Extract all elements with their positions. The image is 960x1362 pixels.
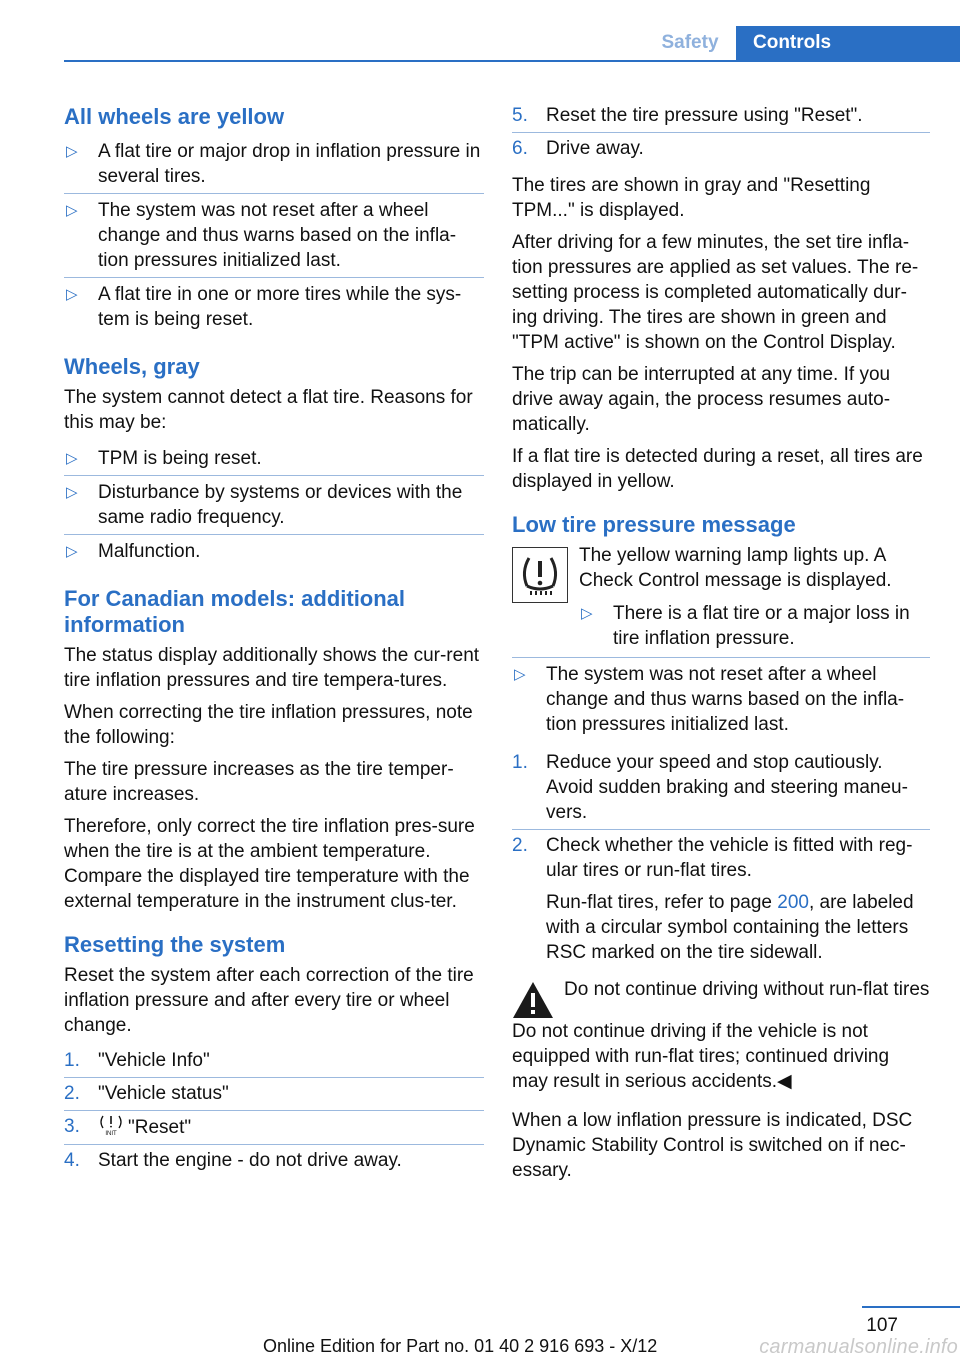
step-item — [512, 133, 930, 165]
paragraph: If a flat tire is detected during a reset, all tires are displayed in yellow. — [512, 446, 923, 492]
svg-text:INIT: INIT — [105, 1131, 117, 1136]
step-text: "Vehicle Info" — [98, 1050, 210, 1071]
step-number: 1. — [512, 752, 528, 773]
heading-all-wheels-yellow: All wheels are yellow — [64, 104, 285, 129]
list-item-text: A flat tire or major drop in inflation pressure in several tires. — [98, 141, 481, 187]
step-item — [512, 830, 930, 969]
tire-warning-lamp-icon — [512, 547, 568, 603]
low-pressure-steps — [512, 747, 930, 969]
reset-steps-continued — [512, 100, 930, 165]
reset-intro: Reset the system after each correction of the tire inflation pressure and after every tire or wheel change. — [64, 965, 474, 1036]
warning-text: Do not continue driving if the vehicle is not equipped with run-flat tires; continued driving may result in serious accidents.◀ — [512, 1021, 890, 1092]
step-item — [512, 100, 930, 133]
step-text-wrapper — [98, 1114, 484, 1140]
list-item — [64, 442, 484, 476]
list-item-text: The system was not reset after a wheel change and thus warns based on the infla‐tion pressures initialized last. — [98, 200, 457, 271]
heading-canadian-models: For Canadian models: additional information — [64, 586, 406, 637]
step-number: 4. — [64, 1150, 80, 1171]
tire-pressure-icon — [517, 552, 563, 598]
step-item — [64, 1145, 484, 1177]
footer-rule — [862, 1306, 960, 1308]
step-text: Reduce your speed and stop cautiously. Avoid sudden braking and steering maneu‐vers. — [546, 752, 908, 823]
lamp-text: The yellow warning lamp lights up. A Check Control message is displayed. — [579, 545, 892, 591]
list-item — [64, 476, 484, 535]
list-item — [64, 535, 484, 568]
step-text-wrapper — [546, 833, 930, 965]
step-item — [64, 1045, 484, 1078]
triangle-bullet-icon: ▷ — [514, 666, 526, 683]
paragraph: When correcting the tire inflation pressures, note the following: — [64, 702, 473, 748]
list-item-text: The system was not reset after a wheel change and thus warns based on the infla‐tion pressures initialized last. — [546, 664, 905, 735]
warning-title: Do not continue driving without run-flat tires — [564, 979, 930, 1000]
runflat-post: , are labeled with a circular symbol containing the letters RSC marked on the tire sidewall. — [546, 892, 914, 963]
triangle-bullet-icon: ▷ — [66, 484, 78, 501]
list-item-text: There is a flat tire or a major loss in tire inflation pressure. — [613, 603, 910, 649]
step-number: 2. — [64, 1083, 80, 1104]
step-item — [64, 1111, 484, 1145]
step-text: Start the engine - do not drive away. — [98, 1150, 402, 1171]
list-item-text: Malfunction. — [98, 541, 201, 562]
step-number: 1. — [64, 1050, 80, 1071]
warning-block — [512, 977, 930, 1019]
list-item-text: TPM is being reset. — [98, 448, 262, 469]
step-number: 2. — [512, 835, 528, 856]
paragraph: The status display additionally shows the cur‐rent tire inflation pressures and tire tempera‐tures. — [64, 645, 480, 691]
step-item — [512, 747, 930, 830]
step-number: 3. — [64, 1116, 80, 1137]
warning-lamp-content — [579, 543, 930, 655]
right-column — [512, 100, 930, 1190]
edition-text: Online Edition for Part no. 01 40 2 916 693 - X/12 — [263, 1336, 658, 1356]
list-item — [512, 658, 930, 741]
step-text: Reset the tire pressure using "Reset". — [546, 105, 863, 126]
step-text: Drive away. — [546, 138, 644, 159]
paragraph: The tire pressure increases as the tire temper‐ature increases. — [64, 759, 454, 805]
dsc-paragraph: When a low inflation pressure is indicated, DSC Dynamic Stability Control is switched on if nec‐essary. — [512, 1110, 913, 1181]
tire-init-icon — [98, 1114, 124, 1136]
header-rule — [64, 60, 960, 62]
yellow-bullet-list — [64, 135, 484, 336]
triangle-bullet-icon: ▷ — [66, 543, 78, 560]
list-item — [579, 597, 930, 655]
paragraph: Therefore, only correct the tire inflation pres‐sure when the tire is at the ambient temperature. Compare the displayed tire temperature with the external temperature in the instrument clus‐ter. — [64, 816, 475, 912]
watermark: carmanualsonline.info — [759, 1336, 958, 1358]
step-number: 6. — [512, 138, 528, 159]
tab-safety: Safety — [661, 32, 719, 53]
gray-bullet-list — [64, 442, 484, 568]
step-text: Check whether the vehicle is fitted with reg‐ular tires or run-flat tires. — [546, 835, 913, 881]
left-column — [64, 100, 484, 1185]
warning-triangle-icon — [512, 981, 554, 1019]
runflat-pre: Run-flat tires, refer to page — [546, 892, 778, 913]
list-item-text: Disturbance by systems or devices with the same radio frequency. — [98, 482, 463, 528]
reset-steps-list — [64, 1045, 484, 1177]
gray-intro: The system cannot detect a flat tire. Reasons for this may be: — [64, 387, 473, 433]
list-item — [64, 135, 484, 194]
heading-low-tire-pressure: Low tire pressure message — [512, 512, 796, 537]
heading-wheels-gray: Wheels, gray — [64, 354, 200, 379]
triangle-bullet-icon: ▷ — [66, 143, 78, 160]
page-number: 107 — [866, 1315, 898, 1336]
triangle-bullet-icon: ▷ — [66, 286, 78, 303]
triangle-bullet-icon: ▷ — [581, 605, 593, 622]
page-link[interactable]: 200 — [777, 892, 809, 913]
step-text: "Vehicle status" — [98, 1083, 229, 1104]
warning-lamp-block — [512, 543, 930, 655]
paragraph: After driving for a few minutes, the set tire infla‐tion pressures are applied as set values. The re‐setting process is completed automatically dur‐ing driving. The tires are shown in green and "TPM active" is shown on the Control Display. — [512, 232, 919, 353]
triangle-bullet-icon: ▷ — [66, 450, 78, 467]
list-item — [64, 278, 484, 336]
tab-controls: Controls — [736, 26, 960, 62]
paragraph: The trip can be interrupted at any time. If you drive away again, the process resumes auto‐matically. — [512, 364, 891, 435]
triangle-bullet-icon: ▷ — [66, 202, 78, 219]
runflat-note — [546, 890, 930, 965]
step-item — [64, 1078, 484, 1111]
heading-resetting-system: Resetting the system — [64, 932, 286, 957]
list-item — [64, 194, 484, 278]
paragraph: The tires are shown in gray and "Resetting TPM..." is displayed. — [512, 175, 871, 221]
step-number: 5. — [512, 105, 528, 126]
list-item-text: A flat tire in one or more tires while the sys‐tem is being reset. — [98, 284, 462, 330]
step-text: "Reset" — [128, 1117, 192, 1138]
